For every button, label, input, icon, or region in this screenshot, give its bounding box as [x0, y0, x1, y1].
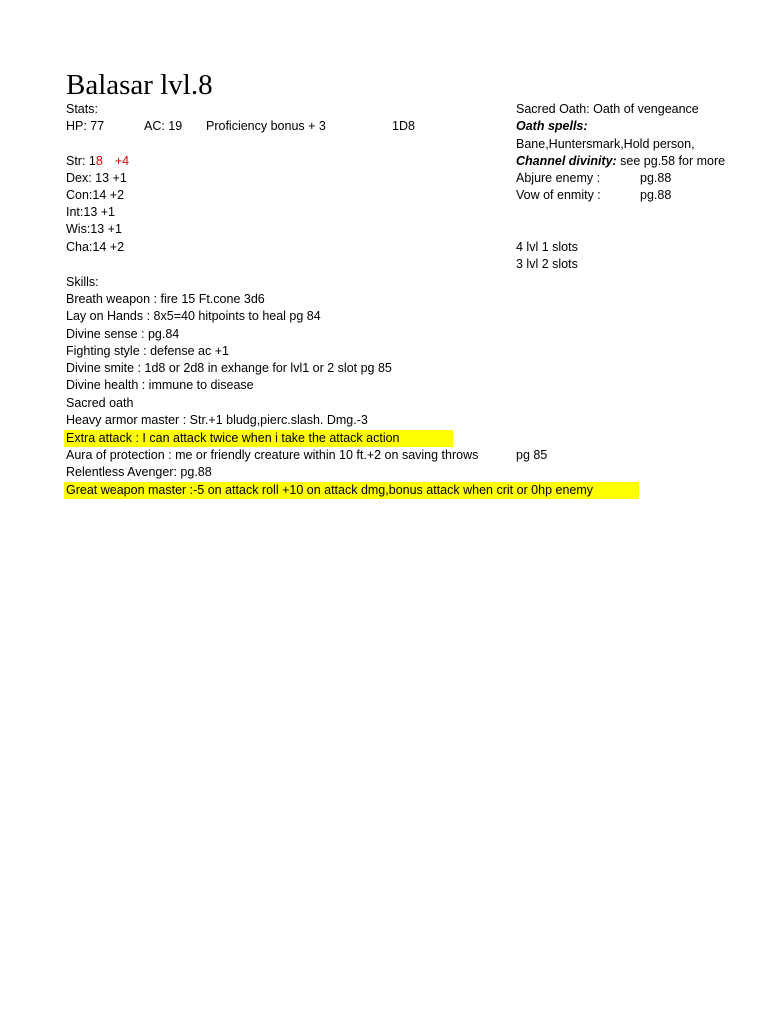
channel-divinity [516, 153, 726, 170]
skill-item-highlighted: Great weapon master :-5 on attack roll +10 on attack dmg,bonus attack when crit or 0hp enemy [64, 482, 639, 499]
str-label: Str: 1 [66, 154, 96, 168]
str-value-red: 8 [95, 154, 103, 168]
spell-slots-level-2: 3 lvl 2 slots [516, 257, 578, 271]
proficiency-bonus: Proficiency bonus + 3 [206, 119, 326, 133]
vow-of-enmity-label: Vow of enmity : [516, 188, 601, 202]
skill-item: Divine sense : pg.84 [66, 327, 180, 341]
skill-item: Divine smite : 1d8 or 2d8 in exhange for lvl1 or 2 slot pg 85 [66, 361, 392, 375]
ac-value: AC: 19 [144, 119, 183, 133]
skill-item: Relentless Avenger: pg.88 [66, 465, 212, 479]
skill-item-highlighted: Extra attack : I can attack twice when i take the attack action [64, 430, 453, 447]
oath-spells-list: Bane,Huntersmark,Hold person, [516, 137, 695, 151]
hp-value: HP: 77 [66, 119, 105, 133]
skill-item: Heavy armor master : Str.+1 bludg,pierc.slash. Dmg.-3 [66, 413, 368, 427]
cha-stat: Cha:14 +2 [66, 240, 125, 254]
spell-slots-level-1: 4 lvl 1 slots [516, 240, 578, 254]
skill-item: Aura of protection : me or friendly creature within 10 ft.+2 on saving throws [66, 448, 479, 462]
aura-page-ref: pg 85 [516, 448, 548, 462]
vow-of-enmity-page: pg.88 [640, 188, 672, 202]
skill-item: Divine health : immune to disease [66, 378, 254, 392]
skill-item: Lay on Hands : 8x5=40 hitpoints to heal pg 84 [66, 309, 321, 323]
int-stat: Int:13 +1 [66, 205, 115, 219]
sacred-oath: Sacred Oath: Oath of vengeance [516, 102, 699, 116]
oath-spells-label: Oath spells: [516, 119, 588, 133]
channel-divinity-label: Channel divinity: [516, 154, 617, 168]
skills-heading: Skills: [66, 275, 99, 289]
skill-item: Fighting style : defense ac +1 [66, 344, 229, 358]
str-modifier: +4 [114, 154, 130, 168]
str-stat [66, 153, 129, 170]
dex-stat: Dex: 13 +1 [66, 171, 127, 185]
hit-die: 1D8 [392, 119, 415, 133]
abjure-enemy-page: pg.88 [640, 171, 672, 185]
abjure-enemy-label: Abjure enemy : [516, 171, 601, 185]
skill-item: Sacred oath [66, 396, 134, 410]
stats-heading: Stats: [66, 102, 98, 116]
character-title: Balasar lvl.8 [66, 69, 213, 101]
channel-divinity-text: see pg.58 for more [616, 154, 726, 168]
con-stat: Con:14 +2 [66, 188, 125, 202]
skill-item: Breath weapon : fire 15 Ft.cone 3d6 [66, 292, 265, 306]
wis-stat: Wis:13 +1 [66, 222, 122, 236]
